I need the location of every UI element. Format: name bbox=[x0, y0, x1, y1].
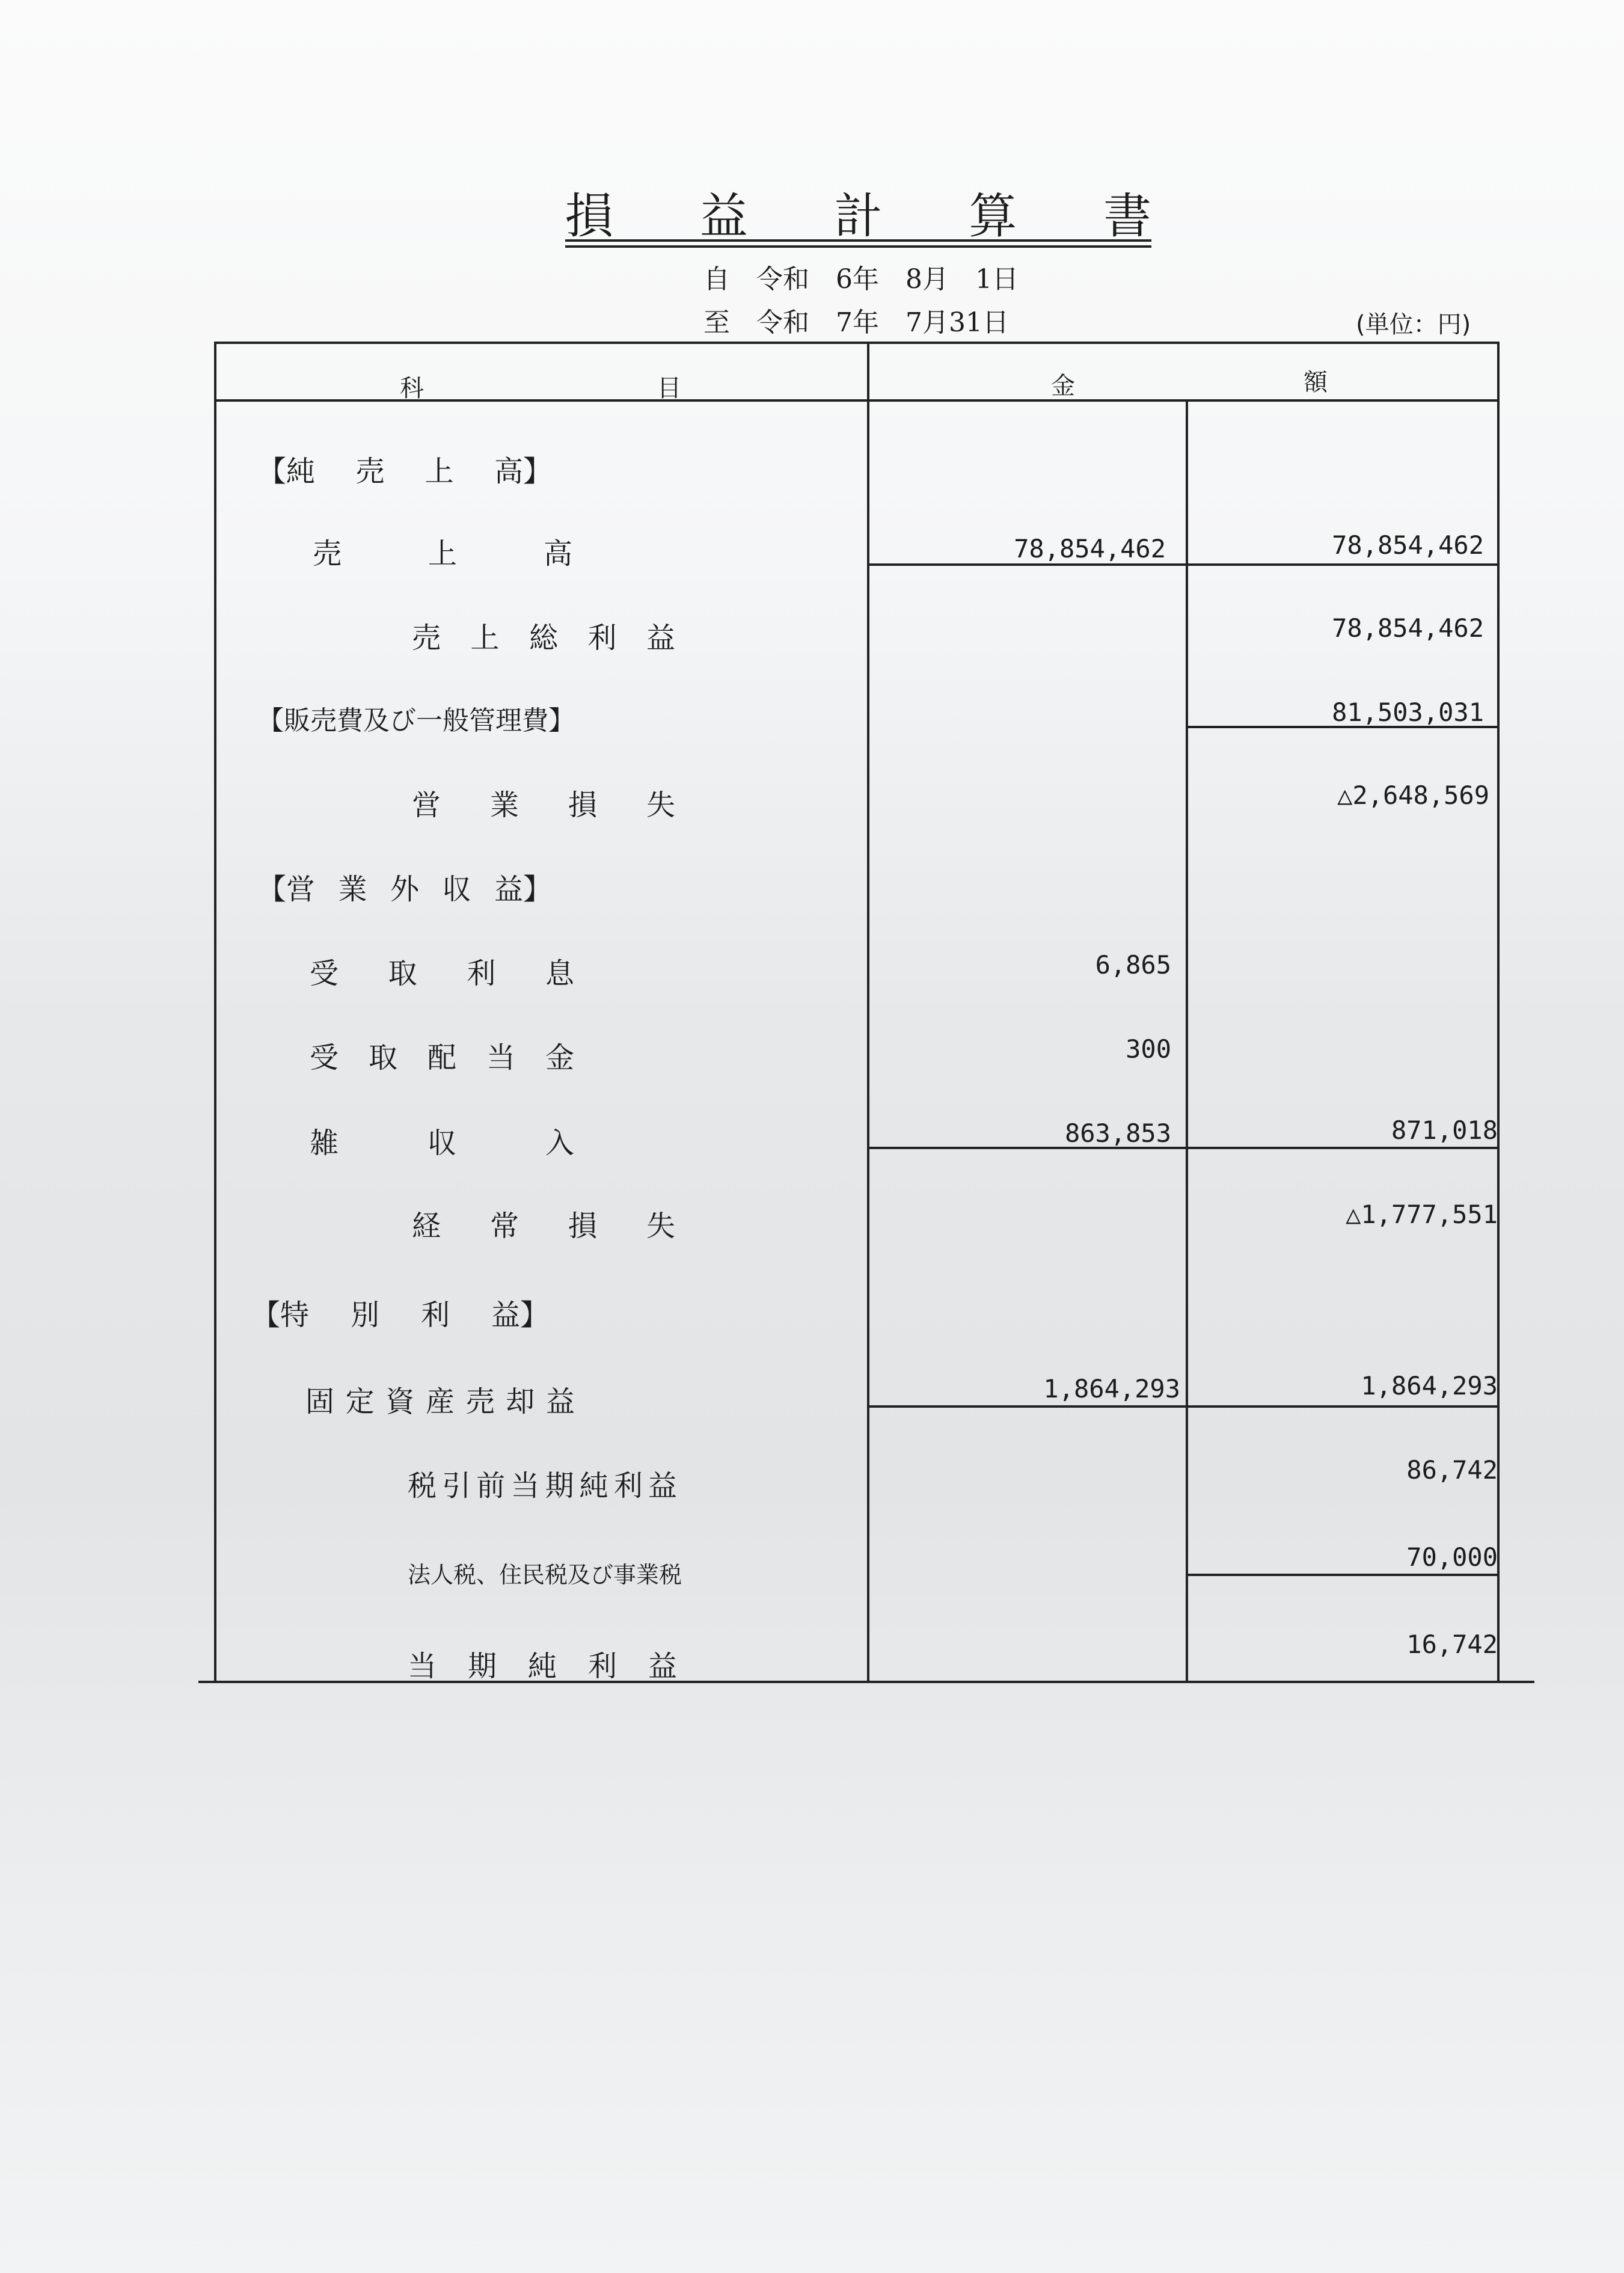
table-bottom-border bbox=[198, 1681, 1534, 1683]
title-char: 損 bbox=[565, 188, 613, 244]
amount-outer: 16,742 bbox=[1406, 1630, 1498, 1659]
subtotal-rule bbox=[868, 1405, 1498, 1408]
section-heading-extraordinary-income: 【特 別 利 益】 bbox=[251, 1298, 549, 1332]
header-subject-char: 目 bbox=[657, 375, 681, 402]
amount-outer: 70,000 bbox=[1406, 1542, 1498, 1572]
amount-outer: △1,777,551 bbox=[1346, 1200, 1498, 1229]
section-heading-non-operating-income: 【営 業 外 収 益】 bbox=[257, 873, 552, 906]
title-underline bbox=[565, 239, 1151, 242]
subtotal-rule bbox=[868, 1147, 1498, 1149]
amount-outer: 81,503,031 bbox=[1332, 698, 1484, 727]
amount-inner: 6,865 bbox=[1095, 950, 1171, 980]
header-subject-char: 科 bbox=[400, 375, 424, 402]
amount-inner: 1,864,293 bbox=[1043, 1374, 1180, 1403]
amount-outer: 871,018 bbox=[1391, 1115, 1498, 1145]
unit-label: (単位：円) bbox=[1356, 311, 1471, 339]
header-amount-char: 金 bbox=[1051, 372, 1075, 400]
item-gross-profit: 売 上 総 利 益 bbox=[412, 621, 675, 655]
item-sales: 売 上 高 bbox=[313, 537, 572, 571]
subtotal-rule bbox=[1187, 1574, 1498, 1576]
subtotal-rule bbox=[868, 563, 1498, 566]
subject-amount-divider bbox=[867, 342, 869, 1683]
title-char: 書 bbox=[1103, 188, 1151, 244]
item-income-before-taxes: 税 引 前 当 期 純 利 益 bbox=[408, 1469, 677, 1503]
item-operating-loss: 営 業 損 失 bbox=[412, 788, 675, 822]
title-char: 計 bbox=[834, 188, 883, 244]
period-to: 至 令和 7年 7月31日 bbox=[703, 307, 1009, 338]
header-amount-char: 額 bbox=[1304, 369, 1328, 396]
table-left-border bbox=[214, 342, 216, 1683]
section-heading-net-sales: 【純 売 上 高】 bbox=[257, 455, 552, 488]
item-ordinary-loss: 経 常 損 失 bbox=[412, 1209, 675, 1243]
item-dividends-received: 受 取 配 当 金 bbox=[310, 1041, 574, 1075]
amount-inner: 863,853 bbox=[1064, 1118, 1171, 1148]
title-char: 益 bbox=[699, 188, 748, 244]
item-net-income: 当 期 純 利 益 bbox=[408, 1649, 677, 1683]
title-char: 算 bbox=[969, 188, 1017, 244]
amount-inner: 300 bbox=[1126, 1034, 1171, 1064]
item-miscellaneous-income: 雑 収 入 bbox=[310, 1126, 574, 1160]
title-underline bbox=[565, 245, 1151, 248]
document-title bbox=[565, 183, 1151, 244]
amount-inner-divider bbox=[1186, 399, 1188, 1683]
item-interest-received: 受 取 利 息 bbox=[310, 957, 574, 990]
amount-outer: 1,864,293 bbox=[1361, 1371, 1498, 1400]
section-heading-sga: 【販売費及び一般管理費】 bbox=[257, 705, 575, 736]
amount-outer: 86,742 bbox=[1406, 1455, 1498, 1485]
item-income-taxes: 法人税、住民税及び事業税 bbox=[408, 1562, 682, 1588]
period-from: 自 令和 6年 8月 1日 bbox=[703, 264, 1019, 295]
amount-outer: 78,854,462 bbox=[1332, 613, 1484, 643]
table-top-border bbox=[215, 342, 1500, 344]
item-gain-on-sale-of-fixed-assets: 固 定 資 産 売 却 益 bbox=[305, 1385, 575, 1419]
amount-inner: 78,854,462 bbox=[1014, 534, 1166, 563]
amount-outer: 78,854,462 bbox=[1332, 530, 1484, 560]
amount-outer: △2,648,569 bbox=[1337, 781, 1489, 810]
